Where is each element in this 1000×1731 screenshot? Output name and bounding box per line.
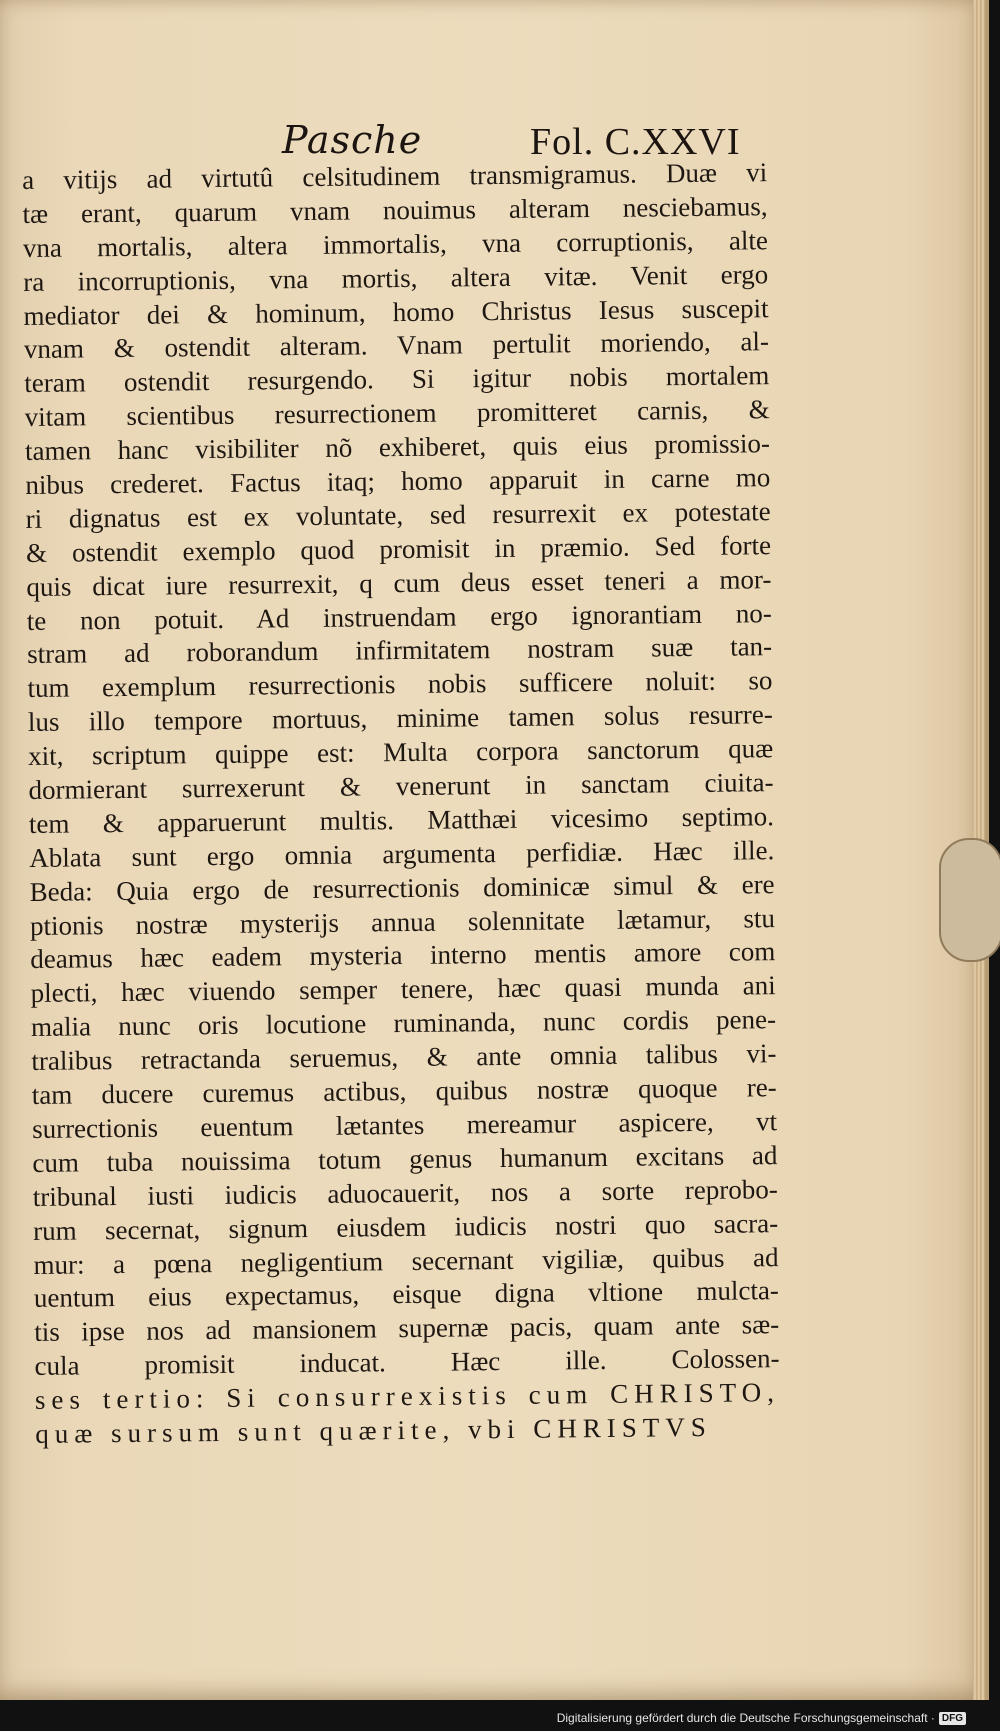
dfg-logo: DFG bbox=[939, 1712, 966, 1725]
text-line: Ablata sunt ergo omnia argumenta perfidiæ. Hæc ille. bbox=[29, 834, 775, 873]
folio-number: Fol. C.XXVI bbox=[530, 121, 741, 163]
text-line: & ostendit exemplo quod promisit in præmio. Sed forte bbox=[25, 529, 772, 568]
text-line: tæ erant, quarum vnam nouimus alteram nesciebamus, bbox=[22, 191, 768, 229]
text-line: malia nunc oris locutione ruminanda, nunc cordis pene- bbox=[30, 1004, 777, 1043]
page-clip bbox=[939, 838, 1000, 962]
text-line: ri dignatus est ex voluntate, sed resurrexit ex potestate bbox=[25, 496, 771, 534]
text-line: ra incorruptionis, vna mortis, altera vitæ. Venit ergo bbox=[23, 258, 769, 297]
text-line: tis ipse nos ad mansionem supernæ pacis, quam ante sæ- bbox=[34, 1309, 780, 1348]
text-line: tem & apparuerunt multis. Matthæi vicesimo septimo. bbox=[28, 801, 775, 839]
text-line: rum secernat, signum eiusdem iudicis nostri quo sacra- bbox=[33, 1207, 779, 1246]
text-line: xit, scriptum quippe est: Multa corpora sanctorum quæ bbox=[28, 733, 774, 772]
text-line: tribunal iusti iudicis aduocauerit, nos a sorte reprobo- bbox=[32, 1173, 778, 1212]
text-line: tam ducere curemus actibus, quibus nostræ quoque re- bbox=[31, 1072, 777, 1110]
digitization-credit bbox=[557, 1711, 966, 1725]
text-line: deamus hæc eadem mysteria interno mentis amore com bbox=[30, 936, 776, 975]
credit-text: Digitalisierung gefördert durch die Deutsche Forschungsgemeinschaft · bbox=[556, 1711, 935, 1725]
text-line: cula promisit inducat. Hæc ille. Colossen- bbox=[34, 1343, 780, 1382]
text-line: stram ad roborandum infirmitatem nostram suæ tan- bbox=[26, 631, 773, 670]
text-line: surrectionis euentum lætantes mereamur aspicere, vt bbox=[31, 1106, 778, 1144]
text-line: nibus crederet. Factus itaq; homo apparuit in carne mo bbox=[25, 462, 771, 500]
text-line: vnam & ostendit alteram. Vnam pertulit moriendo, al- bbox=[23, 326, 770, 365]
text-line: a vitijs ad virtutû celsitudinem transmigramus. Duæ vi bbox=[22, 157, 768, 195]
text-line: teram ostendit resurgendo. Si igitur nobis mortalem bbox=[24, 360, 770, 399]
text-line: plecti, hæc viuendo semper tenere, hæc quasi munda ani bbox=[30, 970, 776, 1009]
text-line: lus illo tempore mortuus, minime tamen solus resurre- bbox=[27, 699, 773, 738]
text-line: vitam scientibus resurrectionem promitteret carnis, & bbox=[24, 394, 770, 433]
text-line: tum exemplum resurrectionis nobis sufficere noluit: so bbox=[27, 665, 773, 704]
text-line: quæ sursum sunt quærite, vbi CHRISTVS bbox=[35, 1411, 712, 1449]
text-line: cum tuba nouissima totum genus humanum excitans ad bbox=[32, 1139, 778, 1178]
text-line: mur: a pœna negligentium secernant vigiliæ, quibus ad bbox=[33, 1241, 779, 1280]
running-head: Pasche bbox=[282, 118, 423, 162]
text-line: mediator dei & hominum, homo Christus Iesus suscepit bbox=[23, 292, 769, 331]
text-line: vna mortalis, altera immortalis, vna corruptionis, alte bbox=[22, 224, 768, 263]
text-line: ptionis nostræ mysterijs annua solennitate lætamur, stu bbox=[29, 902, 776, 941]
body-text bbox=[22, 156, 780, 1452]
text-line: quis dicat iure resurrexit, q cum deus esset teneri a mor- bbox=[26, 563, 772, 602]
text-line: te non potuit. Ad instruendam ergo ignorantiam no- bbox=[26, 597, 772, 636]
text-line: uentum eius expectamus, eisque digna vltione mulcta- bbox=[33, 1275, 779, 1314]
text-line: ses tertio: Si consurrexistis cum CHRISTO, bbox=[34, 1377, 781, 1415]
text-line: tralibus retractanda seruemus, & ante omnia talibus vi- bbox=[31, 1038, 777, 1077]
text-line: tamen hanc visibiliter nõ exhiberet, quis eius promissio- bbox=[24, 428, 771, 467]
text-line: dormierant surrexerunt & venerunt in sanctam ciuita- bbox=[28, 767, 774, 805]
text-line: Beda: Quia ergo de resurrectionis dominicæ simul & ere bbox=[29, 868, 775, 907]
